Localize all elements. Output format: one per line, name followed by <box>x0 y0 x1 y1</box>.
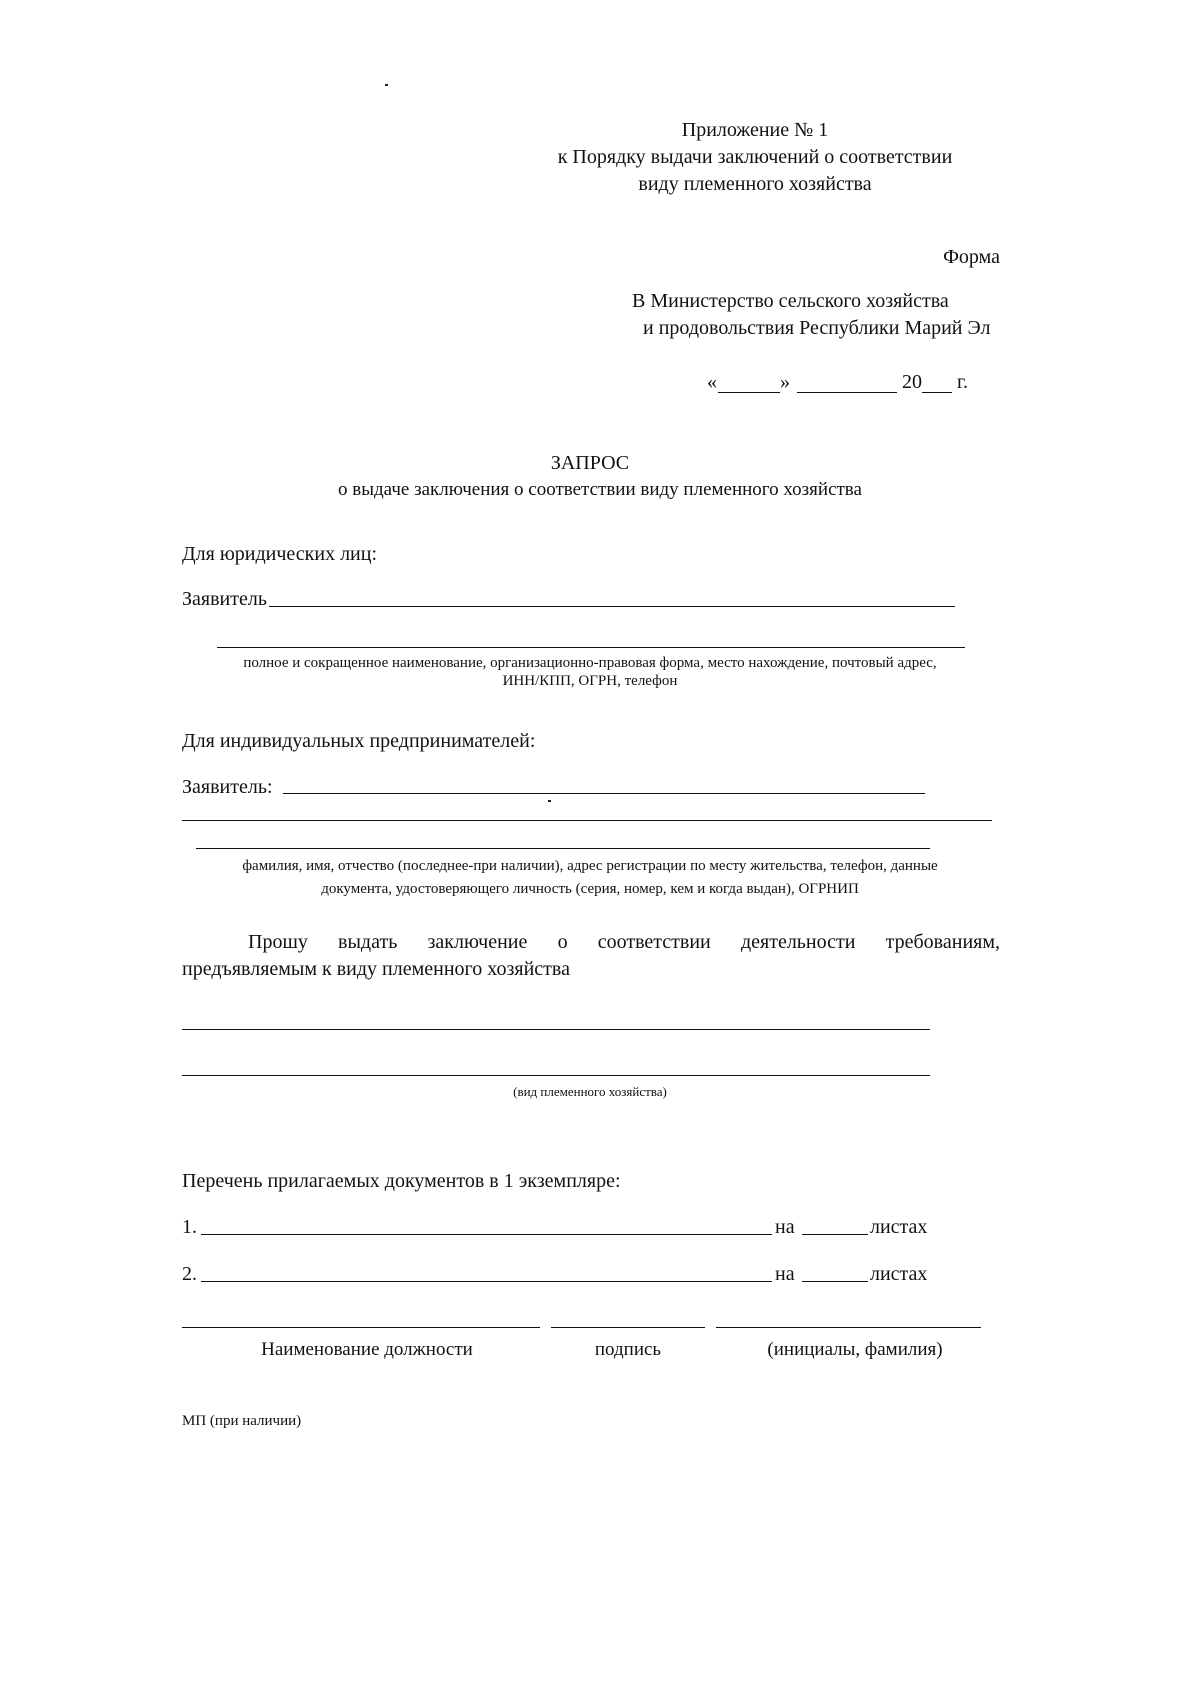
ie-applicant-label: Заявитель: <box>182 776 273 798</box>
appendix-number: Приложение № 1 <box>681 119 829 141</box>
stamp-note: МП (при наличии) <box>182 1413 302 1429</box>
document-subtitle: о выдаче заключения о соответствии виду племенного хозяйства <box>338 479 862 500</box>
request-word: выдать <box>338 931 398 953</box>
breed-type-field-2[interactable] <box>182 1075 930 1076</box>
date-year-prefix: 20 <box>902 371 922 393</box>
attachment-sheets-label: листах <box>870 1216 928 1238</box>
attachment-1-field[interactable] <box>201 1234 772 1235</box>
signature-label: подпись <box>594 1339 662 1360</box>
position-field[interactable] <box>182 1327 540 1328</box>
ie-applicant-hint-2: документа, удостоверяющего личность (серия, номер, кем и когда выдан), ОГРНИП <box>321 881 859 897</box>
request-word: заключение <box>427 931 528 953</box>
signature-field[interactable] <box>551 1327 705 1328</box>
date-year-suffix: г. <box>957 371 968 393</box>
request-line-1 <box>248 930 1000 954</box>
attachment-number: 1. <box>182 1216 197 1238</box>
position-label: Наименование должности <box>261 1339 473 1360</box>
attachment-sheets-label: листах <box>870 1263 928 1285</box>
breed-type-hint: (вид племенного хозяйства) <box>513 1084 667 1099</box>
breed-type-field-1[interactable] <box>182 1029 930 1030</box>
legal-applicant-hint-1: полное и сокращенное наименование, организационно-правовая форма, место нахождение, почтовый адрес, <box>243 655 937 671</box>
scan-speck <box>548 800 551 802</box>
legal-applicant-field[interactable] <box>269 606 955 607</box>
document-title: ЗАПРОС <box>550 452 630 474</box>
appendix-line-2: к Порядку выдачи заключений о соответствии <box>557 146 953 168</box>
addressee-line-2: и продовольствия Республики Марий Эл <box>643 317 991 339</box>
ie-applicant-hint-1: фамилия, имя, отчество (последнее-при наличии), адрес регистрации по месту жительства, телефон, данные <box>242 858 938 874</box>
date-month-field[interactable] <box>797 392 897 393</box>
request-word: Прошу <box>248 931 308 953</box>
request-word: требованиям, <box>885 931 1000 953</box>
attachment-on-label: на <box>775 1216 795 1238</box>
attachment-1-sheets-field[interactable] <box>802 1234 868 1235</box>
scan-speck <box>385 84 388 86</box>
ie-heading: Для индивидуальных предпринимателей: <box>182 730 536 752</box>
request-line-2: предъявляемым к виду племенного хозяйства <box>182 958 570 980</box>
date-close-quote: » <box>780 371 790 393</box>
addressee-line-1: В Министерство сельского хозяйства <box>632 290 949 312</box>
name-label: (инициалы, фамилия) <box>767 1339 943 1360</box>
name-field[interactable] <box>716 1327 981 1328</box>
request-word: о <box>557 931 568 953</box>
legal-applicant-label: Заявитель <box>182 588 267 610</box>
date-year-field[interactable] <box>922 392 952 393</box>
legal-entities-heading: Для юридических лиц: <box>182 543 378 565</box>
request-word: соответствии <box>597 931 711 953</box>
legal-applicant-hint-2: ИНН/КПП, ОГРН, телефон <box>502 673 678 689</box>
legal-applicant-field-2[interactable] <box>217 647 965 648</box>
attachment-2-field[interactable] <box>201 1281 772 1282</box>
date-day-field[interactable] <box>718 392 780 393</box>
attachment-number: 2. <box>182 1263 197 1285</box>
date-open-quote: « <box>707 371 717 393</box>
appendix-line-3: виду племенного хозяйства <box>638 173 872 195</box>
ie-applicant-field-3[interactable] <box>196 848 930 849</box>
request-word: деятельности <box>740 931 856 953</box>
ie-applicant-field[interactable] <box>283 793 925 794</box>
attachments-heading: Перечень прилагаемых документов в 1 экземпляре: <box>182 1170 621 1192</box>
form-label: Форма <box>943 246 1000 268</box>
attachment-2-sheets-field[interactable] <box>802 1281 868 1282</box>
attachment-on-label: на <box>775 1263 795 1285</box>
ie-applicant-field-2[interactable] <box>182 820 992 821</box>
